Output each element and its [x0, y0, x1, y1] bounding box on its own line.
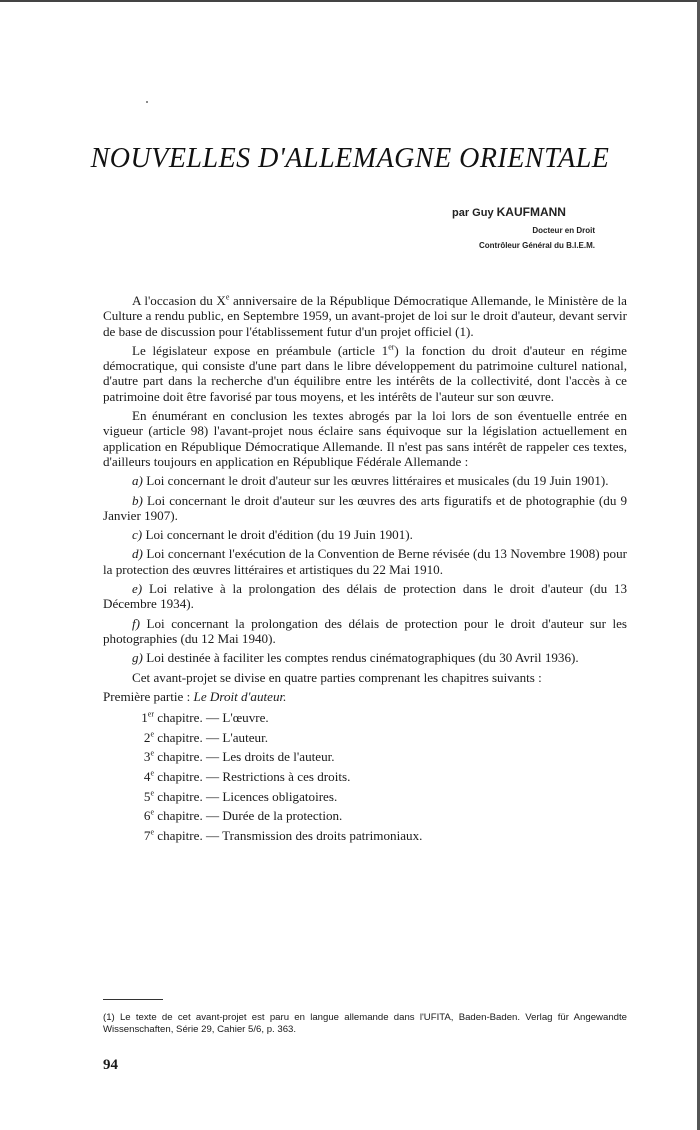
part-heading: Première partie : Le Droit d'auteur. — [103, 688, 287, 704]
paragraph-preamble: Le législateur expose en préambule (article 1er) la fonction du droit d'auteur en régime démocratique, qui consiste d'une part dans le libre développement du patrimoine culturel national, d'autre part dans la recherche d'un équilibre entre les intérêts de la collectivité, dont l'accès à ce patrimoine doit être favorisé par tous moyens, et les intérêts de l'auteur sur son œuvre. — [103, 342, 627, 404]
law-item-d: d) Loi concernant l'exécution de la Convention de Berne révisée (du 13 Novembre 1908) pour la protection des œuvres littéraires et artistiques du 22 Mai 1910. — [103, 546, 627, 577]
chapter-item: 5e chapitre. — Licences obligatoires. — [143, 788, 338, 804]
author-prefix: par Guy — [452, 207, 497, 219]
law-item-b: b) Loi concernant le droit d'auteur sur les œuvres des arts figuratifs et de photographie (du 9 Janvier 1907). — [103, 492, 627, 523]
law-item-a: a) Loi concernant le droit d'auteur sur les œuvres littéraires et musicales (du 19 Juin 1901). — [132, 473, 609, 489]
page-number: 94 — [103, 1057, 118, 1073]
article-title: NOUVELLES D'ALLEMAGNE ORIENTALE — [90, 143, 610, 174]
chapter-item: 6e chapitre. — Durée de la protection. — [143, 807, 343, 824]
paragraph-intro: A l'occasion du Xe anniversaire de la République Démocratique Allemande, le Ministère de la Culture a rendu public, en Septembre 1959, un avant-projet de loi sur le droit d'auteur, devant servir de base de discussion pour l'établissement futur d'un projet officiel (1). — [103, 292, 627, 339]
author-credential-1: Docteur en Droit — [532, 226, 595, 235]
article-body — [103, 293, 627, 845]
paragraph-abrogated-texts: En énumérant en conclusion les textes abrogés par la loi lors de son éventuelle entrée en vigueur (article 98) l'avant-projet nous éclaire sans équivoque sur la législation actuellement en application en République Démocratique Allemande. Il n'est pas sans intérêt de rappeler ces textes, d'ailleurs toujours en application en République Fédérale Allemande : — [103, 408, 627, 469]
chapter-item: 2e chapitre. — L'auteur. — [143, 729, 268, 745]
chapter-item: 4e chapitre. — Restrictions à ces droits. — [143, 768, 351, 784]
chapter-item: 7e chapitre. — Transmission des droits patrimoniaux. — [143, 827, 423, 843]
chapter-item: 1er chapitre. — L'œuvre. — [141, 709, 269, 726]
law-item-f: f) Loi concernant la prolongation des délais de protection pour le droit d'auteur sur les photographies (du 12 Mai 1940). — [103, 615, 627, 646]
law-item-c: c) Loi concernant le droit d'édition (du 19 Juin 1901). — [132, 527, 413, 543]
chapter-item: 3e chapitre. — Les droits de l'auteur. — [143, 748, 335, 765]
law-item-g: g) Loi destinée à faciliter les comptes rendus cinématographiques (du 30 Avril 1936). — [132, 650, 579, 666]
author-byline — [452, 205, 566, 219]
footnote-rule — [103, 999, 163, 1000]
author-credential-2: Contrôleur Général du B.I.E.M. — [478, 241, 595, 250]
scan-speck — [146, 101, 148, 103]
chapter-list — [103, 708, 627, 845]
paragraph-structure: Cet avant-projet se divise en quatre parties comprenant les chapitres suivants : — [132, 669, 542, 685]
law-item-e: e) Loi relative à la prolongation des délais de protection dans le droit d'auteur (du 13 Décembre 1934). — [103, 581, 627, 612]
scan-edge-top — [0, 0, 700, 2]
footnote: (1) Le texte de cet avant-projet est paru en langue allemande dans l'UFITA, Baden-Baden. Verlag für Angewandte Wissenschaften, Série 29, Cahier 5/6, p. 363. — [103, 1012, 627, 1035]
author-name: KAUFMANN — [496, 205, 566, 219]
